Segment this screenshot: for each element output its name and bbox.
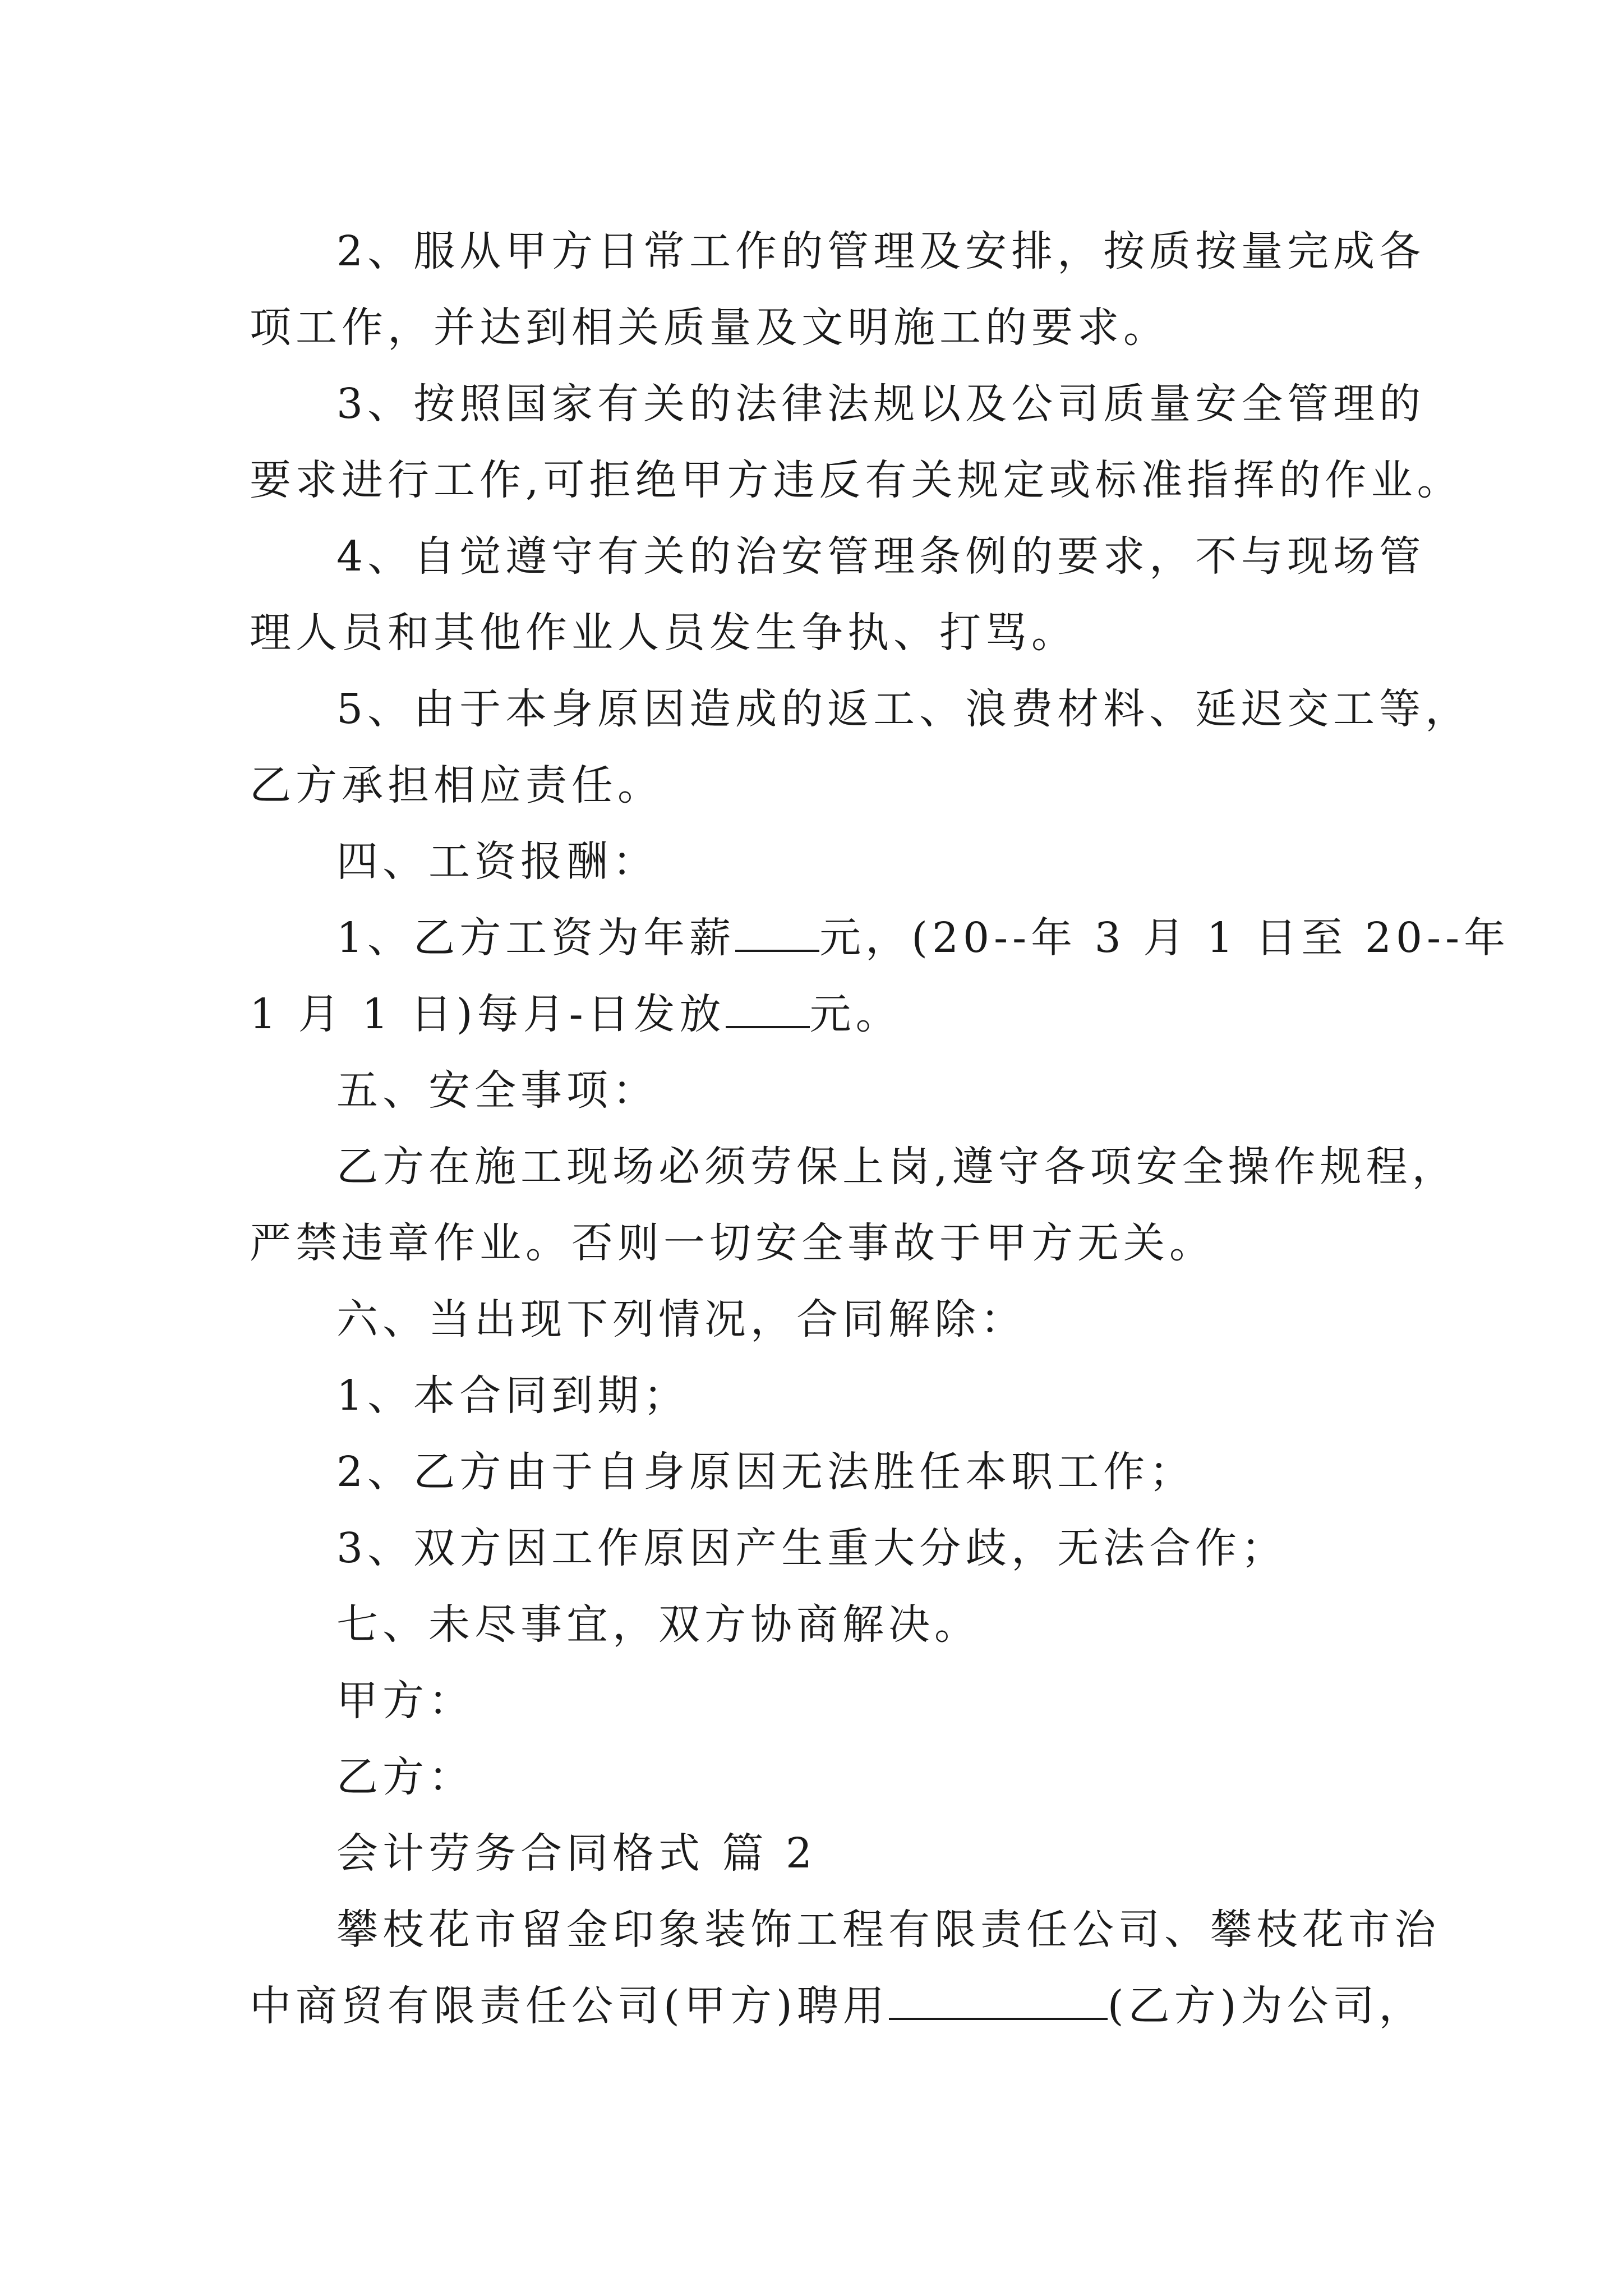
annual-salary-blank xyxy=(735,916,819,952)
section-7-heading: 七、未尽事宜，双方协商解决。 xyxy=(336,1600,980,1649)
salary-text-a: 1、乙方工资为年薪 xyxy=(336,914,736,962)
termination-item-3: 3、双方因工作原因产生重大分歧，无法合作； xyxy=(336,1524,1288,1572)
party-b-signature: 乙方： xyxy=(336,1753,474,1801)
termination-item-2: 2、乙方由于自身原因无法胜任本职工作； xyxy=(336,1448,1196,1496)
clause-3-5-line-1: 5、由于本身原因造成的返工、浪费材料、延迟交工等， xyxy=(336,685,1472,733)
clause-4-1-line-2 xyxy=(250,976,1394,1052)
payment-text-b: 元。 xyxy=(809,990,902,1038)
section-5-heading: 五、安全事项： xyxy=(336,1066,658,1115)
safety-line-1: 乙方在施工现场必须劳保上岗,遵守各项安全操作规程， xyxy=(336,1143,1458,1191)
section-4-heading: 四、工资报酬： xyxy=(336,838,658,886)
clause-3-4-line-2: 理人员和其他作业人员发生争执、打骂。 xyxy=(250,609,1077,657)
clause-3-2-line-2: 项工作，并达到相关质量及文明施工的要求。 xyxy=(250,303,1169,352)
employee-role-text: (乙方)为公司， xyxy=(1107,1982,1425,2030)
part-2-line-2 xyxy=(250,1968,1425,2044)
clause-4-1-line-1 xyxy=(250,900,1510,976)
monthly-payment-blank xyxy=(726,992,810,1028)
section-6-heading: 六、当出现下列情况，合同解除： xyxy=(336,1295,1026,1343)
clause-3-3-line-1: 3、按照国家有关的法律法规以及公司质量安全管理的 xyxy=(336,380,1426,428)
section-title-part-2: 会计劳务合同格式 篇 2 xyxy=(336,1829,817,1878)
termination-item-1: 1、本合同到期； xyxy=(336,1372,690,1420)
clause-3-5-line-2: 乙方承担相应责任。 xyxy=(250,761,663,809)
part-2-line-1: 攀枝花市留金印象装饰工程有限责任公司、攀枝花市治 xyxy=(336,1906,1440,1954)
clause-3-3-line-2: 要求进行工作,可拒绝甲方违反有关规定或标准指挥的作业。 xyxy=(250,456,1463,504)
party-a-signature: 甲方： xyxy=(336,1677,474,1725)
safety-line-2: 严禁违章作业。否则一切安全事故于甲方无关。 xyxy=(250,1219,1215,1267)
salary-text-b: 元，(20--年 3 月 1 日至 20--年 xyxy=(819,914,1510,962)
clause-3-4-line-1: 4、自觉遵守有关的治安管理条例的要求，不与现场管 xyxy=(336,532,1426,581)
contract-text xyxy=(250,213,1510,2044)
employee-name-blank xyxy=(889,1984,1108,2020)
clause-3-2-line-1: 2、服从甲方日常工作的管理及安排，按质按量完成各 xyxy=(336,227,1426,275)
payment-text-a: 1 月 1 日)每月-日发放 xyxy=(250,990,726,1038)
employer-text: 中商贸有限责任公司(甲方)聘用 xyxy=(250,1982,889,2030)
